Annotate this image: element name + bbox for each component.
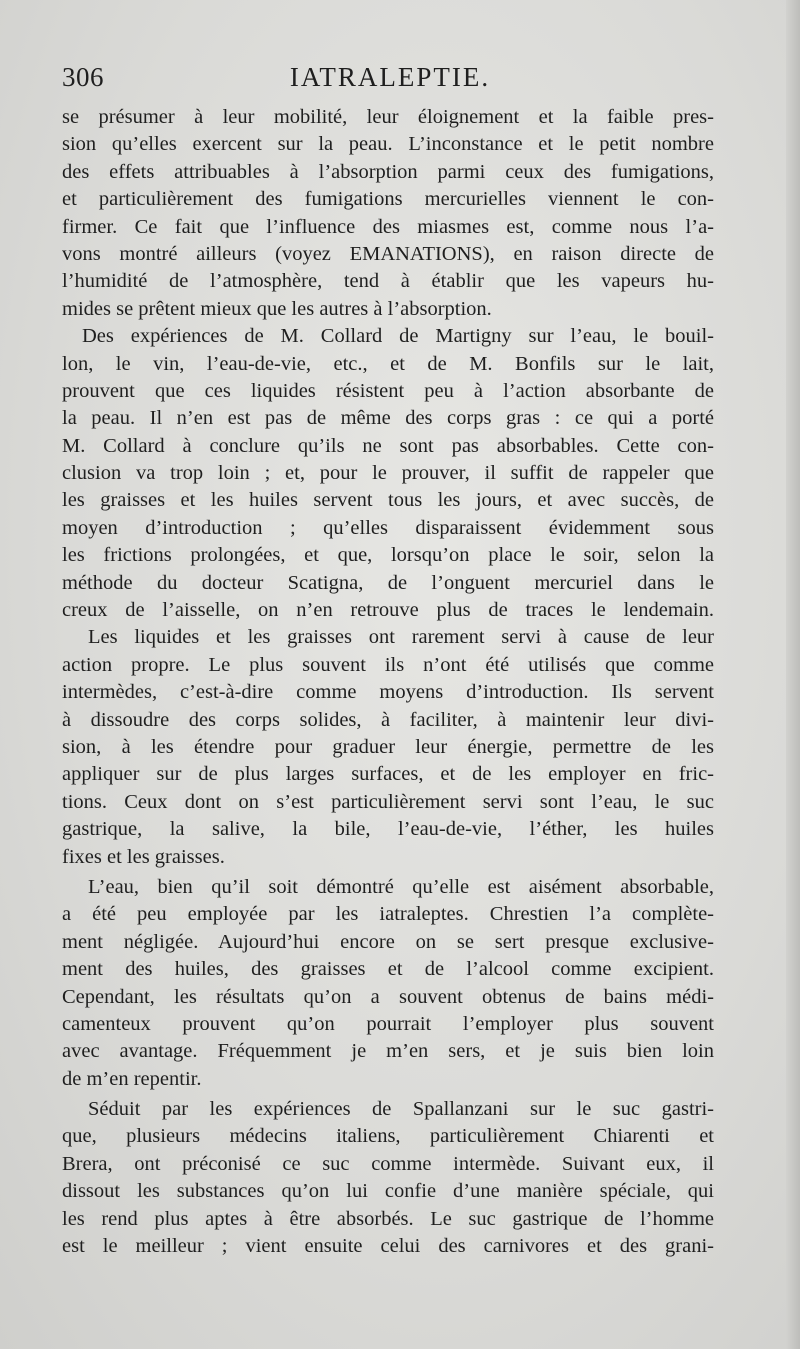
text-line: sion, à les étendre pour graduer leur énergie, permettre de les xyxy=(62,735,714,758)
text-line: intermèdes, c’est-à-dire comme moyens d’introduction. Ils servent xyxy=(62,681,714,704)
running-title: IATRALEPTIE. xyxy=(289,62,491,92)
text-line: des effets attribuables à l’absorption parmi ceux des fumigations, xyxy=(62,160,714,183)
text-line: lon, le vin, l’eau-de-vie, etc., et de M. Bonfils sur le lait, xyxy=(62,352,714,375)
text-line: ment négligée. Aujourd’hui encore on se sert presque exclusive- xyxy=(62,930,714,953)
text-line: méthode du docteur Scatigna, de l’onguent mercuriel dans le xyxy=(62,571,714,594)
text-line: moyen d’introduction ; qu’elles disparaissent évidemment sous xyxy=(62,516,714,539)
text-line: gastrique, la salive, la bile, l’eau-de-vie, l’éther, les huiles xyxy=(62,818,714,841)
text-line: que, plusieurs médecins italiens, particulièrement Chiarenti et xyxy=(62,1125,714,1148)
text-line: action propre. Le plus souvent ils n’ont été utilisés que comme xyxy=(62,653,714,676)
text-line: les rend plus aptes à être absorbés. Le suc gastrique de l’homme xyxy=(62,1207,714,1230)
page-number: 306 xyxy=(62,62,104,92)
text-line: dissout les substances qu’on lui confie d’une manière spéciale, qui xyxy=(62,1180,714,1203)
text-line: se présumer à leur mobilité, leur éloignement et la faible pres- xyxy=(62,106,714,128)
text-line: vons montré ailleurs (voyez EMANATIONS), en raison directe de xyxy=(62,242,714,265)
text-line: ment des huiles, des graisses et de l’alcool comme excipient. xyxy=(62,958,714,981)
text-line: la peau. Il n’en est pas de même des corps gras : ce qui a porté xyxy=(62,407,714,430)
text-line: Cependant, les résultats qu’on a souvent obtenus de bains médi- xyxy=(62,985,714,1008)
page-header xyxy=(60,62,720,102)
text-line: Brera, ont préconisé ce suc comme intermède. Suivant eux, il xyxy=(62,1152,714,1175)
text-line: avec avantage. Fréquemment je m’en sers, et je suis bien loin xyxy=(62,1040,714,1063)
page-edge-shadow xyxy=(786,0,800,1349)
paragraph-first-line: Séduit par les expériences de Spallanzani sur le suc gastri- xyxy=(88,1098,714,1121)
text-line: prouvent que ces liquides résistent peu à l’action absorbante de xyxy=(62,379,714,402)
text-line: est le meilleur ; vient ensuite celui des carnivores et des grani- xyxy=(62,1235,714,1258)
paragraph-first-line: Les liquides et les graisses ont rarement servi à cause de leur xyxy=(88,626,714,649)
text-line: firmer. Ce fait que l’influence des miasmes est, comme nous l’a- xyxy=(62,215,714,238)
text-line: à dissoudre des corps solides, à faciliter, à maintenir leur divi- xyxy=(62,708,714,731)
text-line: les graisses et les huiles servent tous les jours, et avec succès, de xyxy=(62,489,714,512)
text-line: et particulièrement des fumigations mercurielles viennent le con- xyxy=(62,188,714,211)
text-line: appliquer sur de plus larges surfaces, et de les employer en fric- xyxy=(62,763,714,786)
text-line: fixes et les graisses. xyxy=(62,845,225,868)
text-line: de m’en repentir. xyxy=(62,1067,202,1090)
text-line: clusion va trop loin ; et, pour le prouver, il suffit de rappeler que xyxy=(62,462,714,485)
text-line: camenteux prouvent qu’on pourrait l’employer plus souvent xyxy=(62,1012,714,1035)
paragraph-first-line: Des expériences de M. Collard de Martigny sur l’eau, le bouil- xyxy=(82,325,714,348)
paragraph-first-line: L’eau, bien qu’il soit démontré qu’elle est aisément absorbable, xyxy=(88,875,714,898)
text-line: M. Collard à conclure qu’ils ne sont pas absorbables. Cette con- xyxy=(62,434,714,457)
text-line: creux de l’aisselle, on n’en retrouve plus de traces le lendemain. xyxy=(62,599,714,622)
text-line: sion qu’elles exercent sur la peau. L’inconstance et le petit nombre xyxy=(62,133,714,156)
text-line: tions. Ceux dont on s’est particulièrement servi sont l’eau, le suc xyxy=(62,790,714,813)
body-text xyxy=(62,104,714,1260)
text-line: a été peu employée par les iatraleptes. Chrestien l’a complète- xyxy=(62,903,714,926)
text-line: mides se prêtent mieux que les autres à l’absorption. xyxy=(62,297,492,320)
text-line: l’humidité de l’atmosphère, tend à établir que les vapeurs hu- xyxy=(62,270,714,293)
text-line: les frictions prolongées, et que, lorsqu’on place le soir, selon la xyxy=(62,544,714,567)
